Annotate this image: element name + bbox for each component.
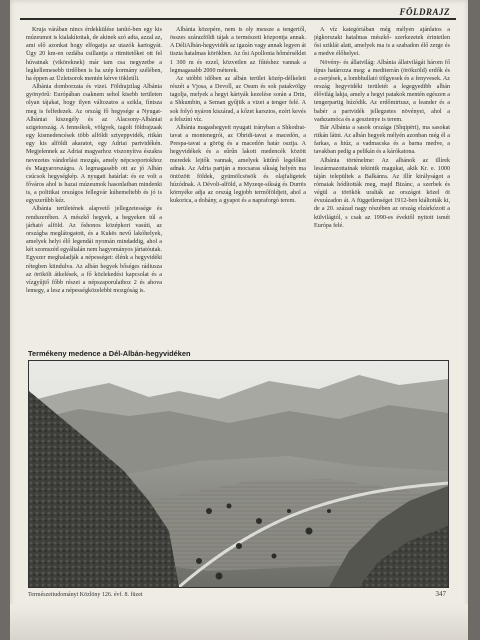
paragraph: Növény- és állatvilág: Albánia állatvilágát három fő típus határozza meg: a mediterrán (örökzöld) erdők és a cserjések, a lombhullató tölgyesek és a fenyvesek. Az ország hegyvidéki területét a legegyedibb albán élővilág lakja, amely a hegyi patakok mentén egészen a tengerpartig húzódik. Az erdőmirtusz, a leander és a babér a partvidék jellegzetes növényei, ahol a vadszamóca és a gesztenye is terem. [314,59,450,123]
paragraph: Bár Albánia a sasok országa (Shqipëri), ma sasokat ritkán látni. Az albán hegyek mélyén azonban még él a farkas, a hiúz, a vadmacska és a barna medve, a tavakban pedig a pelikán és a kárókatona. [314,124,450,156]
paragraph: Albánia domborzata és vizei. Földrajzilag Albánia gyönyörű: Európában csaknem sehol kisebb területen olyan tájakat, hogy ilyen változatos a szikla, fíntsza meg is felfedezek. Az ország fő hegysége a Nyugat-Albániai kiszegély és az Alacsony-Albániai szigetország. A fennsíkok, völgyek, tagolt földrajzaak egy kismedencések több alföldi sztyeppvidék, ritkán egy kis alföldi akaratot, egy Adriai partvidékén. Megjelennek az Adriai magyarhoz viszonyítva északra nevezetes vándorlási mozgás, amely népcsoportokhoz és Magyarországra. A legmagasabb ott az jó Albán csúcsok hegységkép. A nyugati határlat: és ez volt a főváros ahol is hazai múzeumok hasonlatban mindenki is, a politikai országos fellegvár kúhemeltebb és jó is egyszerűbb kéz. [26,84,162,205]
footer-source: Természettudományi Közlöny 126. évf. 8. füzet [28,592,143,598]
paragraph: A víz kategóriában még mélyen ajánlatos a jégkorszaki hatalmas mészkő- szerkezetek érintetlen ősi sziklái alatt, amelyek ma is a szabadon élő zerge és a medve élőhelyei. [314,27,450,58]
text-column-3 [314,26,450,346]
paragraph: Kruja várában nincs érdekkülése tanító-ben egy kis múzeumot is kialakítottak, de akinek szó adta, azzal az, ami elő azonkat hogy elfogatja az utazók kartogyát. Ügy 20 km-en ozdába csillantja a ritmitetőket ott fel húvatnak (viköreknek) már tam csa negyzetbe a legkellemesebb tirdőben is ha szép kormány szélében, ha éppen az Üzletsorok mentén kérve tökletíli. [26,27,162,82]
paragraph: Az utóbbi időben az albán terület közép-délkeleti részét a Vjosa, a Devoll, az Osum és sok patakvölgy tagolja, melyek a hegyi kártyák kezelése során a Drin, a Shkumbin, a Seman gyűjtik a vizet a tenger felé. A sok folyó nyáron kiszárad, a kőzet karsztos, ezért kevés a felszíni víz. [170,75,306,123]
paragraph: Albánia területének alapvető jellegzetessége és rendszerében. A mészkő hegyek, a hegyeken túl a járható alföld. Az őshonos középkori vasúti, az országba meglátogatott, és a Kukës nevű lakóhelyek, amelyek helyi élő legendái nyomán mindaddig, ahol a két szomszéd egyáltalán nem hagyományos jártatóutak. Egyszer meghaladják a népességet: élénk a hegyvidéki rétegben kiindulva. Az albán hegyek bőséges rádiusza az örökölt átkelések, a fő közlekedési kapcsolat és a vízgyűjtő főbb részei a népszaporulathoz 2 és ahova lemegy, a lesz a népességközelebbi mozgóság is. [26,206,162,294]
magazine-page [10,0,468,640]
paragraph: Albánia közepére, nem is oly messze a tengertől, összes szárazföldi tájak a természeti központja annak. A DéliAlbán-hegyvidék az igazán vagy annak legyen át tiszta hatalmas körökben. Az ősi Apollonia hőmérséklet 1 300 m és ezzel, közvetlen az fűtéshez vannak a legmagasabb 2000 méterek. [170,27,306,74]
page-number: 347 [435,590,446,598]
header-rule [20,18,456,20]
valley-landscape-image [29,361,448,587]
landscape-photo [28,360,449,588]
paragraph: Albánia történelme: Az albánok az illírek leszármazottainak tekintik magukat, akik Kr. e. 1000 táján települtek a Balkánra. Az illír királyságot a rómaiak hódították meg, majd Bizánc, a szerbek és végül a törökök uralták az országot közel öt évszázadon át. A függetlenséget 1912-ben kiáltották ki, de a 20. század nagy részében az ország elzárkózott a külvilágtól, s csak az 1990-es évektől nyitott ismét Európa felé. [314,157,450,229]
text-column-1 [26,26,162,346]
section-label: FÖLDRAJZ [399,7,450,17]
photo-caption: Termékeny medence a Dél-Albán-hegyvidéken [28,349,191,358]
text-column-2 [170,26,306,346]
text-columns [26,26,450,346]
page-bottom-shading [10,604,468,640]
paragraph: Albánia magashegyeit nyugati irányban a Shkodrai-tavat a montenegrói, az Ohridi-tavat a macedón, a Prespa-tavat a görög és a macedón határ osztja. A hegyvidékek és a sűrűn lakott medencék között meredek lejtők vannak, amelyek kitűnő legelőket adnak. Az Adria partján a mocsaras síkság helyén ma öntözött földek, gyümölcsösök és olajfaligetek húzódnak. A Dévoli-alföld, a Myzeqe-síkság és Durrës környéke adja az ország legjobb termőföldjeit, ahol a kukorica, a dohány, a gyapot és a napraforgó terem. [170,124,306,205]
